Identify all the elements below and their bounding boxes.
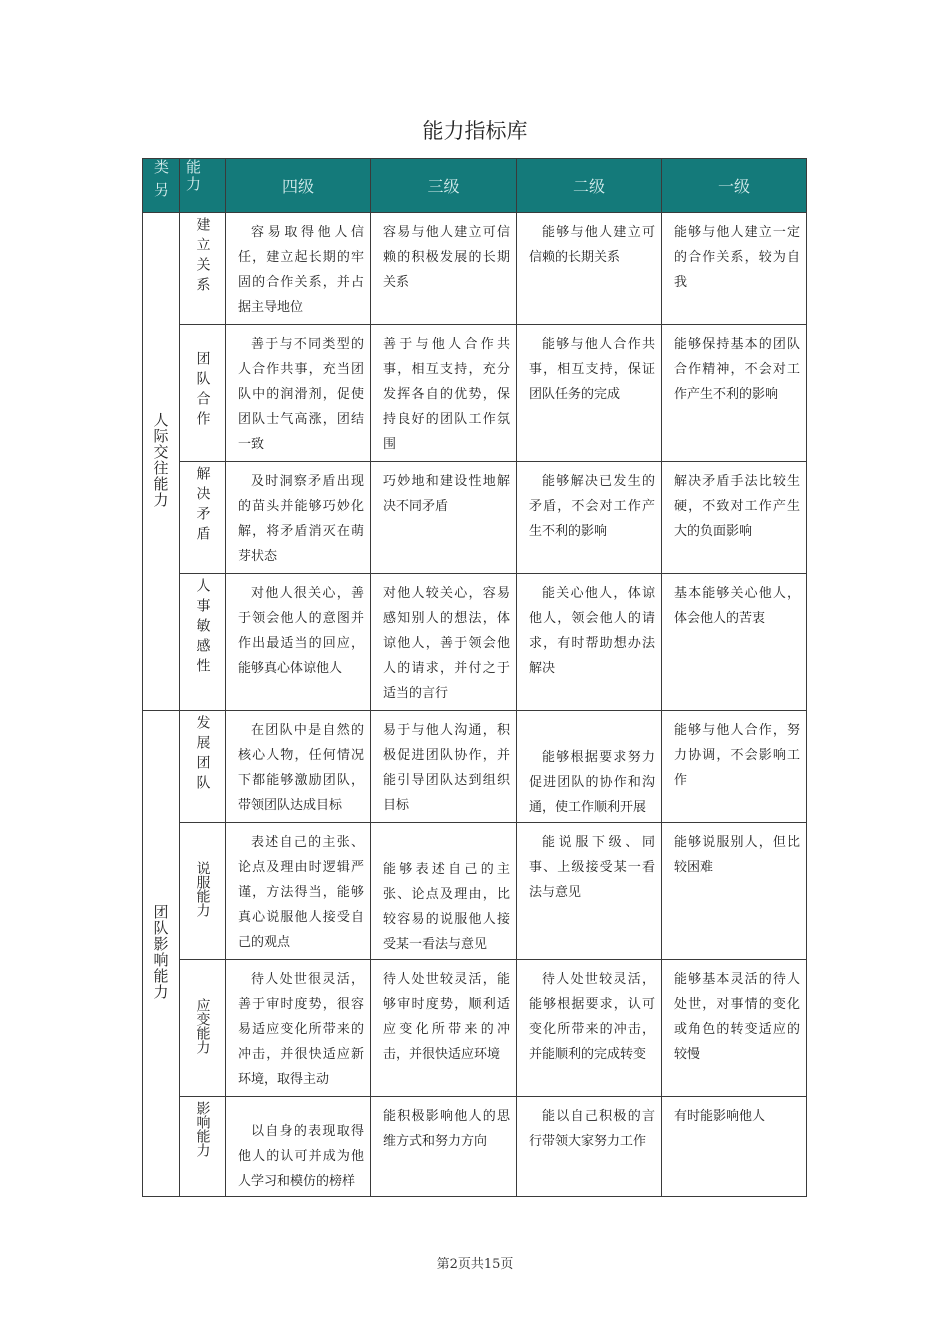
ability-cell <box>180 711 226 823</box>
header-category-label: 类另 <box>152 159 170 205</box>
level-2-desc: 能够解决已发生的矛盾，不会对工作产生不利的影响 <box>517 462 662 574</box>
level-4-desc: 待人处世很灵活，善于审时度势，很容易适应变化所带来的冲击，并很快适应新环境，取得主动 <box>226 960 371 1097</box>
level-1-desc: 有时能影响他人 <box>662 1097 807 1197</box>
ability-cell <box>180 960 226 1097</box>
level-2-desc: 待人处世较灵活，能够根据要求，认可变化所带来的冲击，并能顺利的完成转变 <box>517 960 662 1097</box>
page-number: 第2页共15页 <box>436 1257 514 1272</box>
level-4-desc: 对他人很关心，善于领会他人的意图并作出最适当的回应，能够真心体谅他人 <box>226 574 371 711</box>
ability-cell <box>180 823 226 960</box>
table-row <box>143 823 807 960</box>
level-1-desc: 能够与他人建立一定的合作关系，较为自我 <box>662 213 807 325</box>
level-4-desc: 及时洞察矛盾出现的苗头并能够巧妙化解，将矛盾消灭在萌芽状态 <box>226 462 371 574</box>
table-row <box>143 960 807 1097</box>
level-1-desc: 基本能够关心他人，体会他人的苦衷 <box>662 574 807 711</box>
table-row <box>143 574 807 711</box>
level-4-desc: 善于与不同类型的人合作共事，充当团队中的润滑剂，促使团队士气高涨，团结一致 <box>226 325 371 462</box>
header-ability-label: 能力 <box>186 158 202 193</box>
table-row <box>143 213 807 325</box>
level-3-desc: 巧妙地和建设性地解决不同矛盾 <box>371 462 517 574</box>
header-level-1: 一级 <box>662 159 807 213</box>
level-3-desc: 能够表述自己的主张、论点及理由，比较容易的说服他人接受某一看法与意见 <box>371 823 517 960</box>
level-2-desc: 能以自己积极的言行带领大家努力工作 <box>517 1097 662 1197</box>
level-4-desc: 表述自己的主张、论点及理由时逻辑严谨，方法得当，能够真心说服他人接受自己的观点 <box>226 823 371 960</box>
ability-label: 发展团队 <box>194 715 211 795</box>
table-header-row <box>143 159 807 213</box>
table-row <box>143 325 807 462</box>
ability-cell <box>180 213 226 325</box>
header-ability <box>180 159 226 213</box>
ability-label: 影响能力 <box>194 1101 211 1157</box>
ability-label: 解决矛盾 <box>194 466 211 546</box>
ability-label: 团队合作 <box>194 351 211 431</box>
level-4-desc: 容易取得他人信任，建立起长期的牢固的合作关系，并占据主导地位 <box>226 213 371 325</box>
ability-label: 说服能力 <box>194 861 211 917</box>
level-3-desc: 待人处世较灵活，能够审时度势，顺利适应变化所带来的冲击，并很快适应环境 <box>371 960 517 1097</box>
level-3-desc: 能积极影响他人的思维方式和努力方向 <box>371 1097 517 1197</box>
category-interpersonal <box>143 213 180 711</box>
level-3-desc: 易于与他人沟通，积极促进团队协作，并能引导团队达到组织目标 <box>371 711 517 823</box>
level-4-desc: 在团队中是自然的核心人物，任何情况下都能够激励团队，带领团队达成目标 <box>226 711 371 823</box>
table-row <box>143 1097 807 1197</box>
table-row <box>143 462 807 574</box>
category-label: 人际交往能力 <box>151 411 170 508</box>
header-level-4: 四级 <box>226 159 371 213</box>
ability-label: 人事敏感性 <box>194 578 211 678</box>
table-row <box>143 711 807 823</box>
header-level-2: 二级 <box>517 159 662 213</box>
ability-cell <box>180 325 226 462</box>
level-3-desc: 容易与他人建立可信赖的积极发展的长期关系 <box>371 213 517 325</box>
ability-label: 建立关系 <box>194 217 211 297</box>
page-title: 能力指标库 <box>422 119 528 143</box>
level-2-desc: 能够与他人建立可信赖的长期关系 <box>517 213 662 325</box>
category-team-influence <box>143 711 180 1197</box>
category-label: 团队影响能力 <box>151 903 170 1000</box>
level-1-desc: 能够保持基本的团队合作精神，不会对工作产生不利的影响 <box>662 325 807 462</box>
ability-indicator-table <box>142 158 807 1197</box>
level-1-desc: 能够说服别人，但比较困难 <box>662 823 807 960</box>
level-3-desc: 善于与他人合作共事，相互支持，充分发挥各自的优势，保持良好的团队工作氛围 <box>371 325 517 462</box>
ability-cell <box>180 574 226 711</box>
level-1-desc: 能够与他人合作，努力协调，不会影响工作 <box>662 711 807 823</box>
level-2-desc: 能够与他人合作共事，相互支持，保证团队任务的完成 <box>517 325 662 462</box>
level-2-desc: 能关心他人，体谅他人，领会他人的请求，有时帮助想办法解决 <box>517 574 662 711</box>
level-2-desc: 能说服下级、同事、上级接受某一看法与意见 <box>517 823 662 960</box>
level-4-desc: 以自身的表现取得他人的认可并成为他人学习和模仿的榜样 <box>226 1097 371 1197</box>
header-category <box>143 159 180 213</box>
level-1-desc: 能够基本灵活的待人处世，对事情的变化或角色的转变适应的较慢 <box>662 960 807 1097</box>
level-3-desc: 对他人较关心，容易感知别人的想法，体谅他人，善于领会他人的请求，并付之于适当的言行 <box>371 574 517 711</box>
level-2-desc: 能够根据要求努力促进团队的协作和沟通，使工作顺利开展 <box>517 711 662 823</box>
header-level-3: 三级 <box>371 159 517 213</box>
ability-cell <box>180 462 226 574</box>
ability-cell <box>180 1097 226 1197</box>
ability-label: 应变能力 <box>194 998 211 1054</box>
level-1-desc: 解决矛盾手法比较生硬，不致对工作产生大的负面影响 <box>662 462 807 574</box>
